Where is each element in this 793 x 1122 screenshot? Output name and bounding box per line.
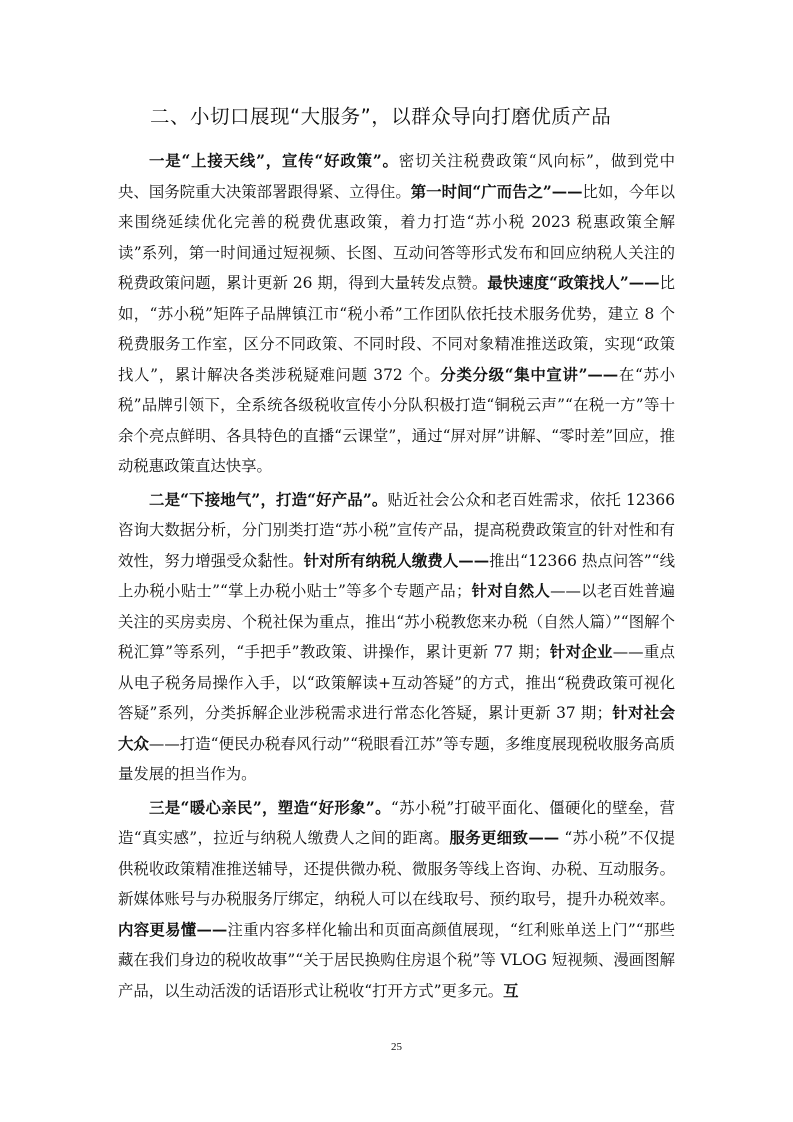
text-run: 密切关注税费政策“风向标”，做到党中央、国务院重大决策部署跟得紧、立得住。 <box>118 152 675 201</box>
sub-heading: 针对所有纳税人缴费人—— <box>303 551 490 570</box>
sub-heading: 针对企业 <box>549 643 613 661</box>
section-heading: 二、小切口展现“大服务”，以群众导向打磨优质产品 <box>150 105 612 128</box>
text-run: ——重点从电子税务局操作入手，以“政策解读+互动答疑”的方式，推出“税费政策可视化答疑”系列，分类拆解企业涉税需求进行常态化答疑，累计更新 37 期； <box>118 643 675 722</box>
text-run: 比如，“苏小税”矩阵子品牌镇江市“税小希”工作团队依托技术服务优势，建立 8 个税费服务工作室，区分不同政策、不同时段、不同对象精准推送政策，实现“政策找人”，累计解决各类涉税疑难问题 372 个。 <box>118 274 675 384</box>
sub-heading: 最快速度“政策找人”—— <box>487 274 660 292</box>
lead-phrase: 二是“下接地气”，打造“好产品”。 <box>149 490 388 509</box>
lead-phrase: 一是“上接天线”，宣传“好政策”。 <box>149 152 399 170</box>
text-run: “苏小税”不仅提供税收政策精准推送辅导，还提供微办税、微服务等线上咨询、办税、互动服务。新媒体账号与办税服务厅绑定，纳税人可以在线取号、预约取号，提升办税效率。 <box>118 829 675 908</box>
sub-heading: 针对社会大众 <box>118 704 675 753</box>
text-run: ——以老百姓普遍关注的买房卖房、个税社保为重点，推出“苏小税教您来办税（自然人篇）”“图解个税汇算”等系列，“手把手”教政策、讲操作，累计更新 77 期； <box>118 582 675 661</box>
body-text <box>118 146 675 1006</box>
paragraph-3 <box>118 793 675 1007</box>
text-run: 注重内容多样化输出和页面高颜值展现，“红利账单送上门”“那些藏在我们身边的税收故事”“关于居民换购住房退个税”等 VLOG 短视频、漫画图解产品，以生动活泼的话语形式让税收“打开方式”更多元。 <box>118 920 675 1000</box>
sub-heading: 针对自然人 <box>471 582 551 600</box>
text-run: “苏小税”打破平面化、僵硬化的壁垒，营造“真实感”，拉近与纳税人缴费人之间的距离。 <box>118 798 675 847</box>
sub-heading: 分类分级“集中宣讲”—— <box>440 365 619 384</box>
sub-heading: 内容更易懂—— <box>118 920 228 939</box>
sub-heading: 互 <box>503 981 519 1000</box>
text-run: 在“苏小税”品牌引领下，全系统各级税收宣传小分队积极打造“铜税云声”“在税一方”等十余个亮点鲜明、各具特色的直播“云课堂”，通过“屏对屏”讲解、“零时差”回应，推动税惠政策直达快享。 <box>118 365 675 475</box>
text-run: 比如，今年以来围绕延续优化完善的税费优惠政策，着力打造“苏小税 2023 税惠政策全解读”系列，第一时间通过短视频、长图、互动问答等形式发布和回应纳税人关注的税费政策问题，累计更新 26 期，得到大量转发点赞。 <box>118 182 675 292</box>
lead-phrase: 三是“暖心亲民”，塑造“好形象”。 <box>149 798 391 817</box>
paragraph-2 <box>118 485 675 790</box>
text-run: 贴近社会公众和老百姓需求，依托 12366 咨询大数据分析，分门别类打造“苏小税”宣传产品，提高税费政策宣的针对性和有效性，努力增强受众黏性。 <box>118 490 675 570</box>
sub-heading: 服务更细致—— <box>449 829 560 847</box>
sub-heading: 第一时间“广而告之”—— <box>410 182 583 201</box>
text-run: ——打造“便民办税春风行动”“税眼看江苏”等专题，多维度展现税收服务高质量发展的担当作为。 <box>118 734 675 783</box>
page-number: 25 <box>391 1041 402 1053</box>
paragraph-1 <box>118 146 675 482</box>
text-run: 推出“12366 热点问答”“线上办税小贴士”“掌上办税小贴士”等多个专题产品； <box>118 551 675 600</box>
